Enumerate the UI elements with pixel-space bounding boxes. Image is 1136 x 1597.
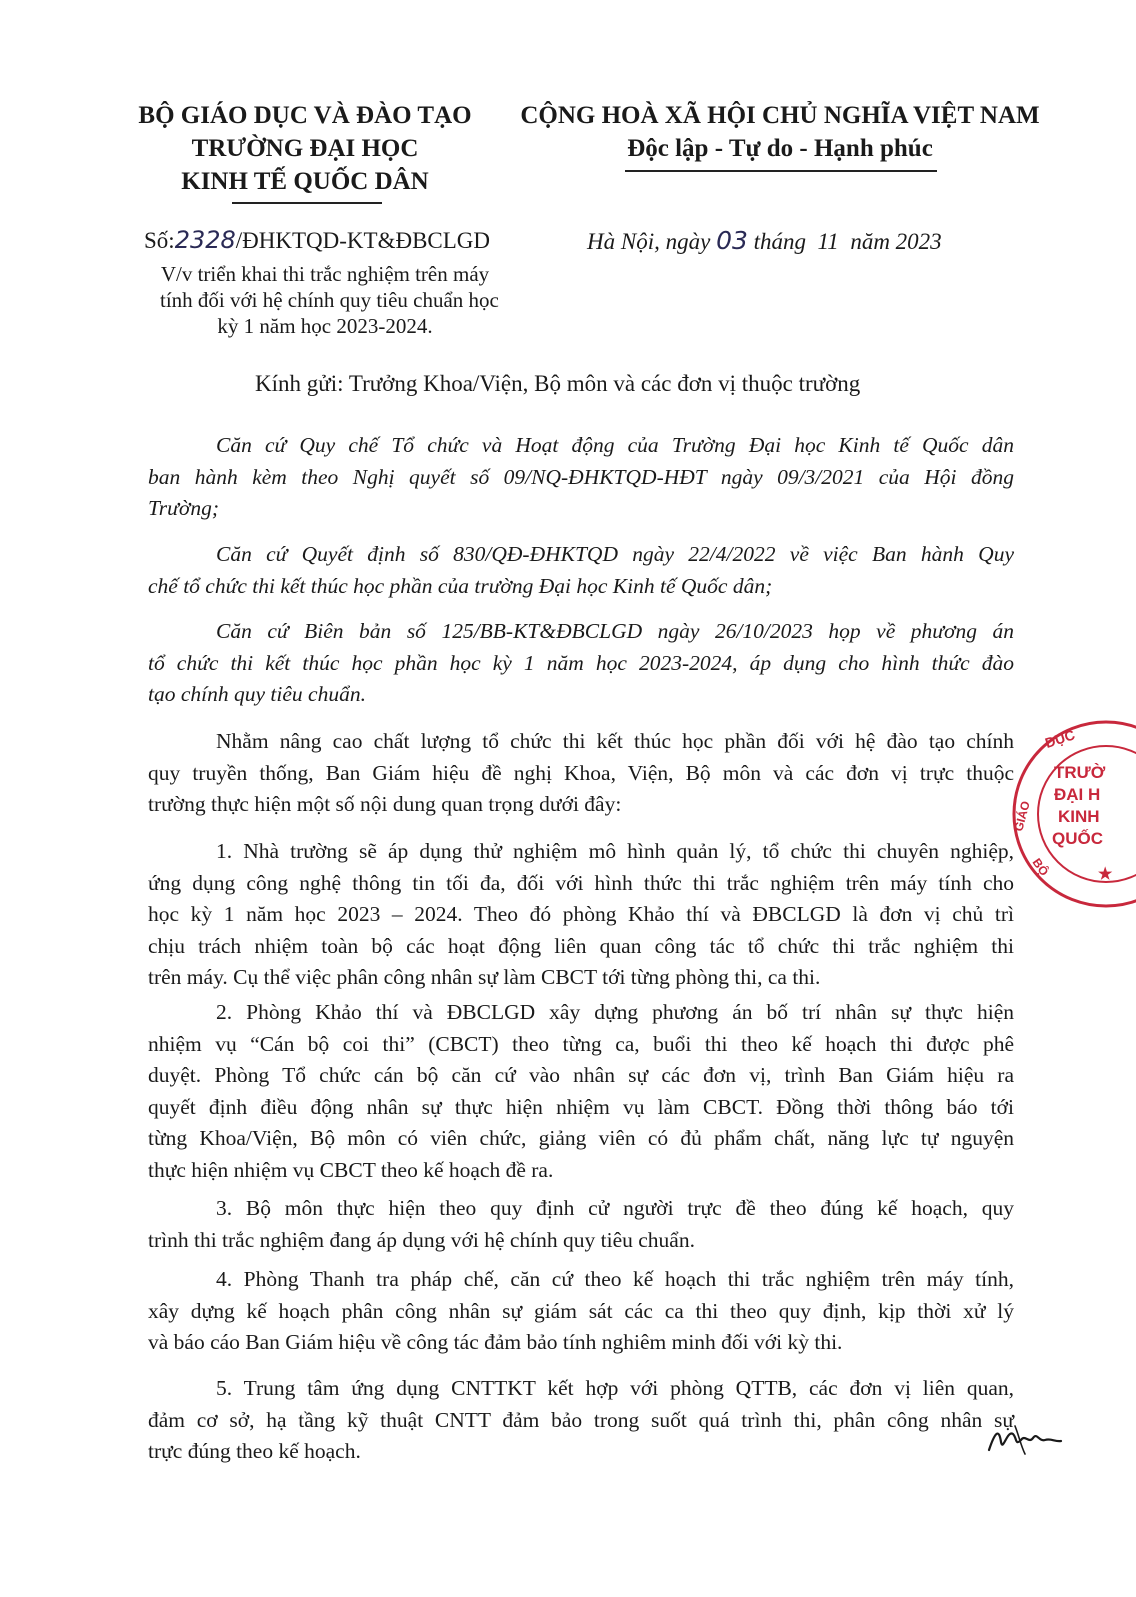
issue-date [587,226,942,255]
recipient-line: Kính gửi: Trưởng Khoa/Viện, Bộ môn và các đơn vị thuộc trường [255,371,861,396]
number-suffix: /ĐHKTQD-KT&ĐBCLGD [235,228,491,253]
text-line: nhiệm vụ “Cán bộ coi thi” (CBCT) theo từng ca, buổi thi theo kế hoạch thi được phê [148,1031,1014,1056]
header-left-underline [232,202,382,204]
text-line: học kỳ 1 năm học 2023 – 2024. Theo đó phòng Khảo thí và ĐBCLGD là đơn vị chủ trì [148,902,1014,926]
subject-line-1: V/v triển khai thi trắc nghiệm trên máy [160,262,490,286]
date-day: 03 [716,226,748,255]
text-line: xây dựng kế hoạch phân công nhân sự giám sát các ca thi theo quy định, kịp thời xử lý [148,1298,1014,1323]
subject-line-3: kỳ 1 năm học 2023-2024. [217,314,433,338]
text-line: chịu trách nhiệm toàn bộ các hoạt động liên quan công tác tổ chức thi trắc nghiệm thi [148,933,1014,958]
text-line: và báo cáo Ban Giám hiệu về công tác đảm bảo tính nghiêm minh đối với kỳ thi. [148,1330,843,1354]
official-seal-stamp [1006,714,1136,914]
text-line: Căn cứ Quy chế Tổ chức và Hoạt động của Trường Đại học Kinh tế Quốc dân [216,433,1014,457]
ministry-name: BỘ GIÁO DỤC VÀ ĐÀO TẠO [138,102,472,129]
legal-basis-3 [148,616,1014,711]
text-line: Nhằm nâng cao chất lượng tổ chức thi kết thúc học phần đối với hệ đào tạo chính [216,729,1014,753]
seal-text-line4: QUỐC [1052,829,1103,848]
text-line: Căn cứ Biên bản số 125/BB-KT&ĐBCLGD ngày 26/10/2023 họp về phương án [216,619,1014,643]
text-line: chế tổ chức thi kết thúc học phần của trường Đại học Kinh tế Quốc dân; [148,573,773,598]
text-line: 4. Phòng Thanh tra pháp chế, căn cứ theo kế hoạch thi trắc nghiệm trên máy tính, [216,1267,1014,1291]
text-line: 3. Bộ môn thực hiện theo quy định cử người trực đề theo đúng kế hoạch, quy [216,1196,1014,1220]
seal-text-line1: TRƯỜ [1054,763,1106,782]
handwritten-number: 2328 [174,226,236,254]
university-name-line2: KINH TẾ QUỐC DÂN [181,168,429,195]
date-year: năm 2023 [850,229,942,254]
text-line: đảm cơ sở, hạ tầng kỹ thuật CNTT đảm bảo trong suốt quá trình thi, phân công nhân sự [148,1407,1014,1432]
text-line: tạo chính quy tiêu chuẩn. [148,682,366,706]
text-line: trên máy. Cụ thể việc phân công nhân sự làm CBCT tới từng phòng thi, ca thi. [148,965,821,989]
text-line: Trường; [148,496,219,520]
text-line: trực đúng theo kế hoạch. [148,1439,361,1463]
text-line: từng Khoa/Viện, Bộ môn có viên chức, giảng viên có đủ phẩm chất, năng lực tự nguyện [148,1126,1014,1150]
seal-text-line3: KINH [1058,807,1100,826]
text-line: quy truyền thống, Ban Giám hiệu đề nghị Khoa, Viện, Bộ môn và các đơn vị trực thuộc [148,760,1014,785]
seal-text-line2: ĐẠI H [1054,785,1101,804]
text-line: trình thi trắc nghiệm đang áp dụng với hệ chính quy tiêu chuẩn. [148,1227,695,1252]
text-line: 1. Nhà trường sẽ áp dụng thử nghiệm mô hình quản lý, tổ chức thi chuyên nghiệp, [216,839,1014,863]
text-line: ban hành kèm theo Nghị quyết số 09/NQ-ĐHKTQD-HĐT ngày 09/3/2021 của Hội đồng [148,464,1014,489]
item-4 [148,1264,1014,1359]
text-line: trường thực hiện một số nội dung quan trọng dưới đây: [148,792,622,816]
legal-basis-1 [148,430,1014,525]
document-number [144,226,490,254]
subject-line-2: tính đối với hệ chính quy tiêu chuẩn học [160,288,499,312]
seal-text-left: GIÁO [1011,799,1033,833]
text-line: 2. Phòng Khảo thí và ĐBCLGD xây dựng phương án bố trí nhân sự thực hiện [216,1000,1014,1024]
legal-basis-2 [148,539,1014,602]
number-prefix: Số: [144,228,175,253]
date-month-label: tháng [753,229,807,254]
item-3 [148,1193,1014,1256]
text-line: tổ chức thi kết thúc học phần học kỳ 1 năm học 2023-2024, áp dụng cho hình thức đào [148,650,1014,675]
item-1 [148,836,1014,994]
seal-text-top: DỤC [1042,726,1077,752]
item-5 [148,1373,1014,1468]
text-line: ứng dụng công nghệ thông tin tối đa, đối với hình thức thi trắc nghiệm trên máy tính cho [148,870,1014,895]
text-line: quyết định điều động nhân sự thực hiện nhiệm vụ làm CBCT. Đồng thời thông báo tới [148,1094,1014,1119]
initials-signature-icon [985,1420,1065,1460]
item-2 [148,997,1014,1186]
seal-star-icon: ★ [1098,866,1113,883]
text-line: Căn cứ Quyết định số 830/QĐ-ĐHKTQD ngày 22/4/2022 về việc Ban hành Quy [216,542,1014,566]
text-line: thực hiện nhiệm vụ CBCT theo kế hoạch đề ra. [148,1157,554,1182]
university-name-line1: TRƯỜNG ĐẠI HỌC [191,135,419,162]
date-month: 11 [817,229,839,254]
text-line: duyệt. Phòng Tổ chức cán bộ căn cứ vào nhân sự các đơn vị, trình Ban Giám hiệu ra [148,1063,1014,1087]
intro-paragraph [148,726,1014,821]
date-prefix: Hà Nội, ngày [587,229,711,254]
seal-text-bottom: BỘ [1029,855,1052,879]
country-name: CỘNG HOÀ XÃ HỘI CHỦ NGHĨA VIỆT NAM [520,102,1040,129]
motto: Độc lập - Tự do - Hạnh phúc [627,135,933,162]
text-line: 5. Trung tâm ứng dụng CNTTKT kết hợp với phòng QTTB, các đơn vị liên quan, [216,1376,1014,1400]
header-right-underline [625,170,937,172]
